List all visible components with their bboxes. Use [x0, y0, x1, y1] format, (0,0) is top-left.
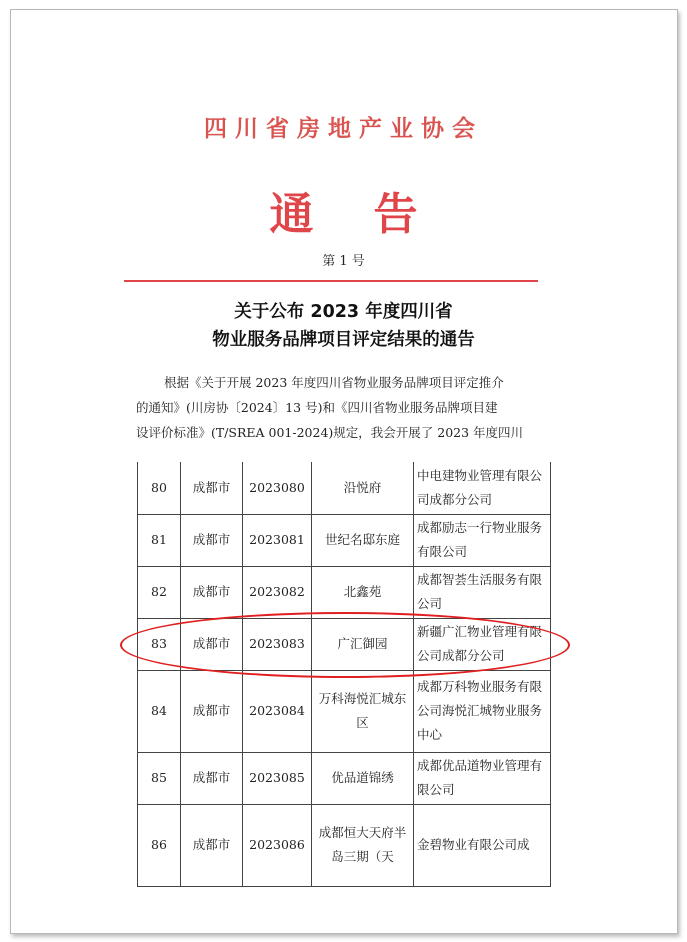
row-number: 83 — [138, 618, 181, 670]
row-company: 成都万科物业服务有限公司海悦汇城物业服务中心 — [414, 670, 551, 752]
organization-name: 四川省房地产业协会 — [204, 115, 483, 142]
table-row — [138, 462, 551, 514]
row-company: 金碧物业有限公司成 — [414, 804, 551, 886]
row-company: 成都智荟生活服务有限公司 — [414, 566, 551, 618]
row-company: 中电建物业管理有限公司成都分公司 — [414, 462, 551, 514]
notice-title-line-1: 关于公布 2023 年度四川省 — [234, 302, 453, 322]
row-project: 北鑫苑 — [312, 566, 414, 618]
results-table — [137, 462, 551, 887]
row-project: 世纪名邸东庭 — [312, 514, 414, 566]
row-number: 84 — [138, 670, 181, 752]
body-line-2: 的通知》(川房协〔2024〕13 号)和《四川省物业服务品牌项目建 — [136, 400, 498, 415]
notice-heading: 通告 — [269, 189, 478, 240]
notice-title — [0, 298, 687, 354]
row-code: 2023084 — [243, 670, 312, 752]
document-number: 第 1 号 — [322, 254, 365, 269]
body-line-1: 根据《关于开展 2023 年度四川省物业服务品牌项目评定推介 — [164, 375, 504, 390]
row-city: 成都市 — [181, 670, 243, 752]
row-city: 成都市 — [181, 804, 243, 886]
row-number: 86 — [138, 804, 181, 886]
row-city: 成都市 — [181, 618, 243, 670]
row-number: 80 — [138, 462, 181, 514]
row-number: 81 — [138, 514, 181, 566]
table-row — [138, 566, 551, 618]
red-divider-line — [124, 280, 538, 282]
row-company: 成都优品道物业管理有限公司 — [414, 752, 551, 804]
table-row — [138, 804, 551, 886]
row-code: 2023086 — [243, 804, 312, 886]
table-row-highlighted — [138, 618, 551, 670]
table-row — [138, 514, 551, 566]
row-city: 成都市 — [181, 752, 243, 804]
table-row — [138, 752, 551, 804]
row-number: 82 — [138, 566, 181, 618]
row-code: 2023082 — [243, 566, 312, 618]
results-table-container — [137, 462, 543, 864]
row-company: 新疆广汇物业管理有限公司成都分公司 — [414, 618, 551, 670]
row-city: 成都市 — [181, 514, 243, 566]
row-city: 成都市 — [181, 566, 243, 618]
row-project: 优品道锦绣 — [312, 752, 414, 804]
row-code: 2023081 — [243, 514, 312, 566]
row-project: 万科海悦汇城东区 — [312, 670, 414, 752]
table-row — [138, 670, 551, 752]
notice-title-line-2: 物业服务品牌项目评定结果的通告 — [212, 330, 475, 350]
row-company: 成都励志一行物业服务有限公司 — [414, 514, 551, 566]
row-project: 成都恒大天府半岛三期（天 — [312, 804, 414, 886]
row-code: 2023083 — [243, 618, 312, 670]
row-code: 2023085 — [243, 752, 312, 804]
body-line-3: 设评价标准》(T/SREA 001-2024)规定，我会开展了 2023 年度四川 — [136, 425, 524, 440]
notice-body — [136, 370, 544, 445]
row-project: 沿悦府 — [312, 462, 414, 514]
row-code: 2023080 — [243, 462, 312, 514]
row-project: 广汇御园 — [312, 618, 414, 670]
row-number: 85 — [138, 752, 181, 804]
row-city: 成都市 — [181, 462, 243, 514]
